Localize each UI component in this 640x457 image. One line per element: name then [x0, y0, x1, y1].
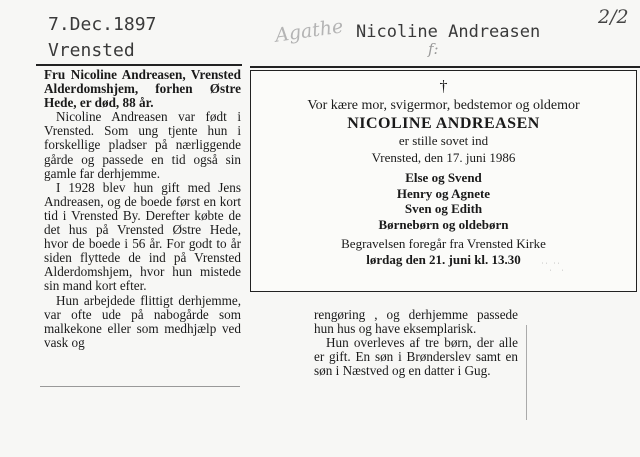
name-label: Nicoline Andreasen	[356, 22, 541, 42]
article-paragraph: Hun arbejdede flittigt derhjemme, var ofte ude på nabogårde som malkekone eller som medhjælp ved vask og	[44, 292, 241, 350]
article-lead: Fru Nicoline Andreasen, Vrensted Alderdomshjem, forhen Østre Hede, er død, 88 år.	[44, 67, 241, 111]
notice-place-date: Vrensted, den 17. juni 1986	[371, 150, 516, 165]
handwritten-mark: f:	[428, 40, 439, 58]
notice-family: Sven og Edith	[404, 201, 483, 216]
article-paragraph: Nicoline Andreasen var født i Vrensted. Som ung tjente hun i forskellige pladser på nærliggende gårde og passede en tid også sin gamle far derhjemme.	[44, 109, 241, 181]
notice-family: Henry og Agnete	[396, 185, 491, 201]
article-paragraph: I 1928 blev hun gift med Jens Andreasen, og de boede først en kort tid i Vrensted By. Derefter købte de det hus på Vrensted Østre Hede, hvor de boede i 56 år. For godt to år siden flyttede de ind på Vrensted Alderdomshjem, hvor hun mistede sin mand kort efter.	[44, 179, 241, 294]
header-rule	[250, 66, 640, 68]
notice-name: NICOLINE ANDREASEN	[347, 115, 540, 132]
notice-burial-time: lørdag den 21. juni kl. 13.30	[366, 252, 521, 267]
left-column-top-rule	[36, 64, 242, 66]
article-column-1	[44, 68, 241, 350]
article-paragraph: rengøring , og derhjemme passede hun hus og have eksemplarisk.	[314, 307, 518, 337]
date-label: 7.Dec.1897	[48, 14, 157, 35]
notice-family: Else og Svend	[405, 170, 482, 185]
ink-smudge: ˙ˈˌ˙ˈˌ	[541, 261, 565, 271]
article-paragraph: Hun overleves af tre børn, der alle er gift. En søn i Brønderslev samt en søn i Næstved og en datter i Gug.	[314, 335, 518, 379]
place-label: Vrensted	[48, 40, 135, 61]
notice-intro: Vor kære mor, svigermor, bedstemor og oldemor	[307, 98, 580, 113]
notice-burial: Begravelsen foregår fra Vrensted Kirke	[341, 236, 546, 251]
page-number: 2/2	[598, 6, 629, 28]
notice-line: er stille sovet ind	[398, 133, 489, 148]
cross-icon: †	[439, 78, 448, 95]
death-notice	[250, 70, 637, 292]
notice-family: Børnebørn og oldebørn	[378, 216, 509, 232]
article-column-2	[314, 308, 518, 378]
handwritten-first-name: Agathe	[273, 15, 345, 47]
column-2-right-rule	[526, 325, 527, 420]
left-column-bottom-rule	[40, 386, 240, 387]
